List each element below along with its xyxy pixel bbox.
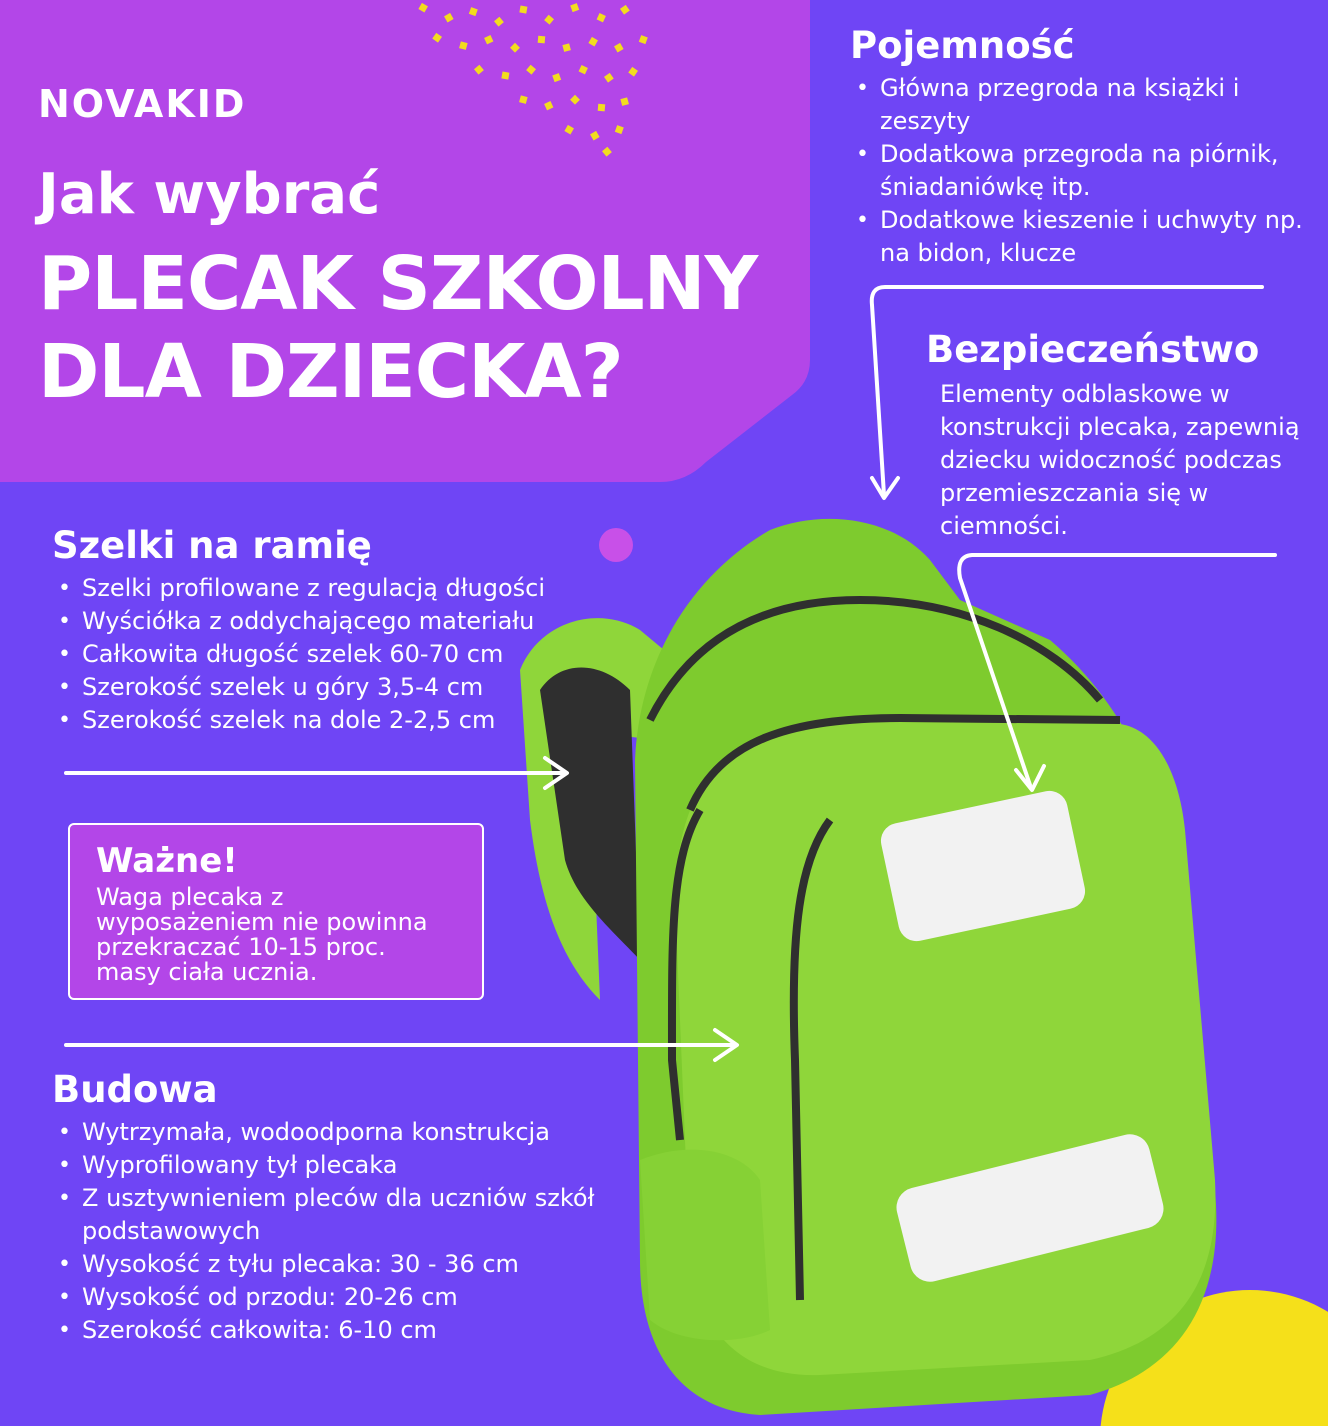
list-item: • Szerokość szelek na dole 2-2,5 cm <box>52 704 612 737</box>
wazne-heading: Ważne! <box>96 841 238 881</box>
list-item: • Całkowita długość szelek 60-70 cm <box>52 638 612 671</box>
list-item: • Szerokość szelek u góry 3,5-4 cm <box>52 671 612 704</box>
list-item: • Dodatkowe kieszenie i uchwyty np. na bidon, klucze <box>850 204 1310 270</box>
list-item: • Dodatkowa przegroda na piórnik, śniadaniówkę itp. <box>850 138 1310 204</box>
novakid-logo: NOVAKID <box>38 82 247 126</box>
page-title-line1: Jak wybrać <box>38 162 381 227</box>
list-item: • Szelki profilowane z regulacją długości <box>52 572 612 605</box>
list-item: • Wyprofilowany tył plecaka <box>52 1149 632 1182</box>
list-item: • Wytrzymała, wodoodporna konstrukcja <box>52 1116 632 1149</box>
list-item: • Wyściółka z oddychającego materiału <box>52 605 612 638</box>
list-item: • Wysokość od przodu: 20-26 cm <box>52 1281 632 1314</box>
page-title-line2: PLECAK SZKOLNY DLA DZIECKA? <box>38 241 758 415</box>
szelki-heading: Szelki na ramię <box>52 524 372 567</box>
wazne-callout <box>68 823 484 1000</box>
section-budowa <box>52 1068 632 1347</box>
list-item: • Z usztywnieniem pleców dla uczniów szkół podstawowych <box>52 1182 632 1248</box>
list-item: • Wysokość z tyłu plecaka: 30 - 36 cm <box>52 1248 632 1281</box>
section-bezpieczenstwo <box>926 328 1316 543</box>
list-item: • Szerokość całkowita: 6-10 cm <box>52 1314 632 1347</box>
section-pojemnosc <box>850 24 1310 270</box>
budowa-heading: Budowa <box>52 1068 218 1111</box>
list-item: • Główna przegroda na książki i zeszyty <box>850 72 1310 138</box>
bezpieczenstwo-text: Elementy odblaskowe w konstrukcji plecaka, zapewnią dziecku widoczność podczas przemieszczania się w ciemności. <box>940 380 1300 540</box>
wazne-text: Waga plecaka z wyposażeniem nie powinna przekraczać 10-15 proc. masy ciała ucznia. <box>96 883 428 986</box>
bezpieczenstwo-heading: Bezpieczeństwo <box>926 328 1260 371</box>
pojemnosc-heading: Pojemność <box>850 24 1075 67</box>
section-szelki <box>52 524 612 737</box>
